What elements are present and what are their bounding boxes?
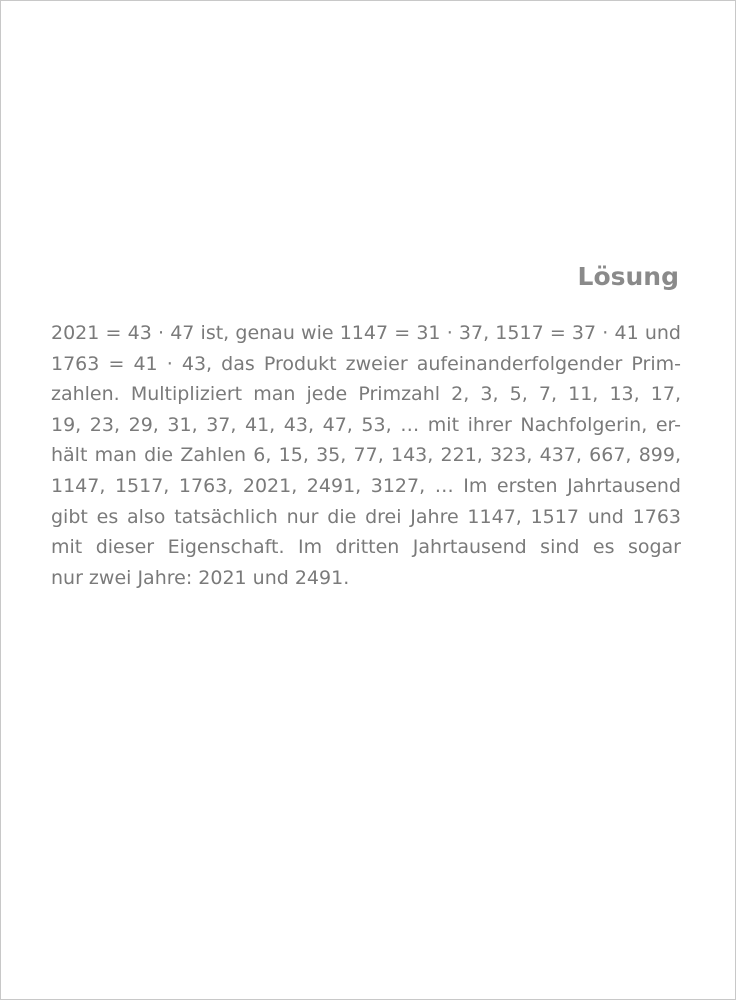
paragraph-line: 19, 23, 29, 31, 37, 41, 43, 47, 53, … mit ihrer Nachfolgerin, er-	[51, 413, 681, 436]
paragraph-line: gibt es also tatsächlich nur die drei Jahre 1147, 1517 und 1763	[51, 505, 681, 528]
paragraph-line: hält man die Zahlen 6, 15, 35, 77, 143, 221, 323, 437, 667, 899,	[51, 444, 681, 467]
paragraph-line: 1763 = 41 · 43, das Produkt zweier aufeinanderfolgender Prim-	[51, 352, 681, 375]
solution-paragraph	[51, 318, 681, 593]
paragraph-line: 1147, 1517, 1763, 2021, 2491, 3127, … Im ersten Jahrtausend	[51, 474, 681, 497]
paragraph-line: zahlen. Multipliziert man jede Primzahl 2, 3, 5, 7, 11, 13, 17,	[51, 383, 681, 406]
paragraph-line: 2021 = 43 · 47 ist, genau wie 1147 = 31 · 37, 1517 = 37 · 41 und	[51, 322, 681, 344]
paragraph-line: nur zwei Jahre: 2021 und 2491.	[51, 566, 350, 589]
solution-heading: Lösung	[577, 262, 679, 291]
paragraph-line: mit dieser Eigenschaft. Im dritten Jahrtausend sind es sogar	[51, 536, 681, 559]
